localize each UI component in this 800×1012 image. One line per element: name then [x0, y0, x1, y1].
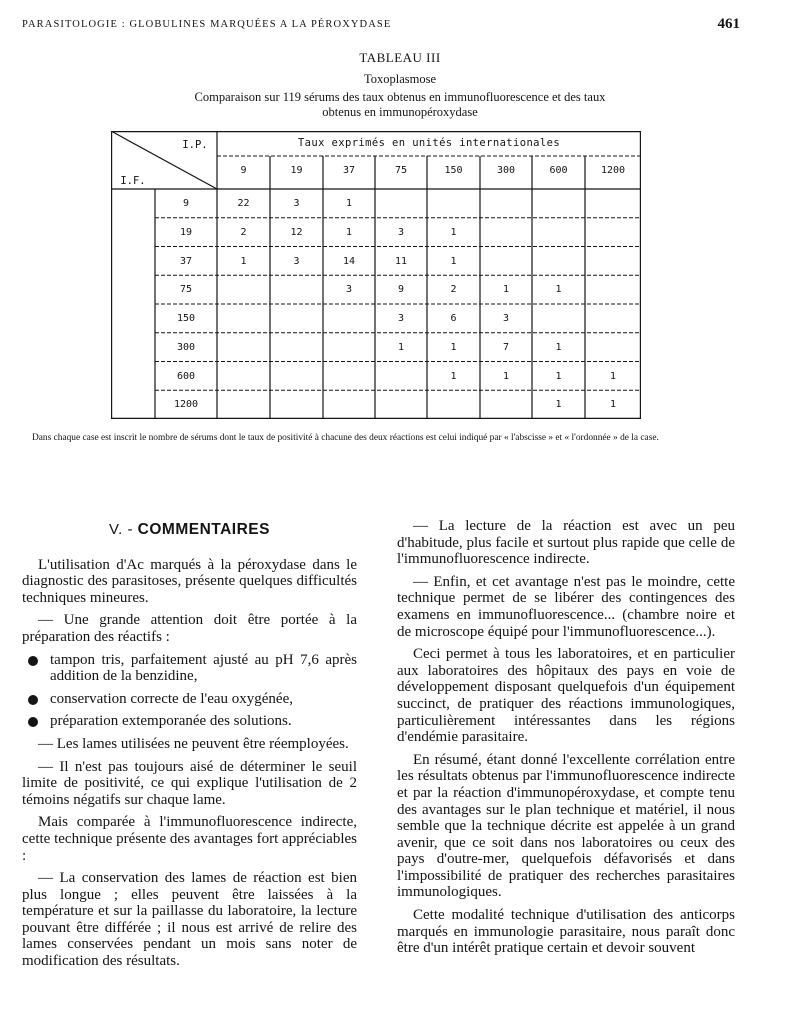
bullet-text: préparation extemporanée des solutions.	[50, 713, 292, 730]
table-cell: 1	[450, 370, 457, 382]
section-heading	[22, 522, 357, 539]
section-number: V. -	[109, 521, 138, 538]
table-cell: 3	[293, 255, 300, 267]
paragraph: — La lecture de la réaction est avec un peu d'habitude, plus facile et surtout plus rapide que celle de l'immunofluorescence indirecte.	[397, 518, 735, 568]
ip-column-header: 19	[290, 165, 303, 176]
table-description: Comparaison sur 119 sérums des taux obtenus en immunofluorescence et des taux obtenus en immunopéroxydase	[194, 90, 606, 119]
bullet-item	[22, 691, 357, 708]
table-cell: 1	[345, 198, 353, 209]
ip-column-header: 150	[444, 165, 463, 176]
table-cell: 3	[397, 313, 405, 324]
paragraph: — Il n'est pas toujours aisé de déterminer le seuil limite de positivité, ce qui explique l'utilisation de 2 témoins négatifs sur chaque lame.	[22, 758, 357, 808]
column-group-header: Taux exprimés en unités internationales	[297, 137, 561, 149]
if-row-header: 1200	[173, 399, 199, 411]
bullet-item	[22, 713, 357, 730]
bullet-text: conservation correcte de l'eau oxygénée,	[50, 690, 293, 707]
table-cell: 1	[240, 255, 247, 267]
corner-label-if: I.F.	[120, 175, 146, 187]
ip-column-header: 1200	[600, 165, 626, 176]
table-cell: 1	[450, 255, 457, 267]
table-cell: 9	[397, 284, 405, 296]
paragraph: — Une grande attention doit être portée à la préparation des réactifs :	[22, 612, 357, 645]
table-cell: 1	[555, 370, 562, 382]
table-cell: 1	[609, 370, 617, 382]
if-row-header: 300	[176, 341, 196, 353]
table-title: TABLEAU III	[359, 50, 441, 65]
table-cell: 1	[450, 341, 457, 353]
table-cell: 11	[394, 255, 408, 267]
bullet-text: tampon tris, parfaitement ajusté au pH 7,6 après addition de la benzidine,	[50, 651, 357, 685]
table-subtitle: Toxoplasmose	[363, 72, 437, 86]
bullet-icon	[28, 717, 38, 727]
table-cell: 1	[397, 341, 405, 353]
ip-column-header: 75	[394, 165, 408, 176]
table-cell: 1	[502, 284, 510, 296]
if-row-header: 600	[176, 370, 196, 382]
paragraph: Ceci permet à tous les laboratoires, et en particulier aux laboratoires des hôpitaux des pays en voie de développement disposant quelquefois d'un équipement succinct, de pratiquer des réactions immunologiques, particulièrement intéressantes dans les régions d'endémie parasitaire.	[397, 646, 735, 746]
table-footnote: Dans chaque case est inscrit le nombre de sérums dont le taux de positivité à chacune des deux réactions est celui indiqué par « l'abscisse » et « l'ordonnée » de la case.	[32, 433, 659, 443]
table-cell: 2	[450, 284, 457, 296]
table-cell: 3	[502, 313, 510, 324]
table-cell: 1	[609, 399, 617, 411]
table-cell: 6	[450, 313, 457, 324]
table-cell: 1	[555, 284, 562, 296]
paragraph: — La conservation des lames de réaction est bien plus longue ; elles peuvent être laissées à la température et sur la paillasse du laboratoire, la lecture pouvant être différée ; il nous est arrivé de relire des lames conservées pendant un mois sans noter de modification des résultats.	[22, 870, 357, 970]
table-cell: 3	[397, 226, 405, 238]
paragraph: En résumé, étant donné l'excellente corrélation entre les résultats obtenus par l'immunofluorescence indirecte et par la réaction d'immunopéroxydase, et compte tenu des avantages sur le plan technique et matériel, il nous semble que la technique décrite est appelée à un grand avenir, que ce soit dans nos laboratoires ou ceux des pays d'outre-mer, quelquefois défavorisés et dans l'impossibilité de pratiquer des recherches parasitaires immunologiques.	[397, 751, 735, 901]
table-cell: 7	[502, 341, 510, 353]
running-title: PARASITOLOGIE : GLOBULINES MARQUÉES A LA PÉROXYDASE	[22, 19, 392, 30]
if-row-header: 37	[179, 255, 193, 267]
paragraph: Cette modalité technique d'utilisation des anticorps marqués en immunologie parasitaire, nous paraît donc être d'un intérêt pratique certain et devoir souvent	[397, 907, 735, 957]
if-row-header: 19	[179, 226, 193, 238]
table-cell: 1	[345, 226, 353, 238]
table-cell: 1	[555, 341, 562, 353]
bullet-icon	[28, 656, 38, 666]
table-cell: 1	[450, 226, 457, 238]
left-column	[22, 518, 357, 976]
page-header	[22, 16, 740, 36]
table-cell: 1	[502, 370, 510, 382]
page-number: 461	[717, 16, 740, 32]
table-cell: 14	[342, 255, 356, 267]
paragraph: Mais comparée à l'immunofluorescence indirecte, cette technique présente des avantages fort appréciables :	[22, 814, 357, 864]
bullet-item	[22, 652, 357, 685]
table-cell: 3	[345, 284, 353, 296]
if-row-header: 150	[176, 313, 196, 324]
if-row-header: 75	[179, 284, 193, 296]
table-cell: 3	[293, 198, 300, 209]
paragraph: L'utilisation d'Ac marqués à la péroxydase dans le diagnostic des parasitoses, présente quelques difficultés techniques mineures.	[22, 556, 357, 606]
ip-column-header: 37	[342, 165, 356, 176]
right-column	[397, 518, 735, 963]
paragraph: — Les lames utilisées ne peuvent être réemployées.	[38, 735, 349, 752]
table-cell: 22	[237, 198, 250, 209]
bullet-icon	[28, 695, 38, 705]
section-title: COMMENTAIRES	[137, 521, 270, 538]
ip-column-header: 600	[549, 165, 568, 176]
ip-column-header: 300	[496, 165, 516, 176]
table-cell: 12	[290, 226, 303, 238]
table-cell: 2	[240, 226, 247, 238]
if-row-header: 9	[182, 198, 190, 209]
corner-label-ip: I.P.	[182, 139, 208, 151]
paragraph: — Enfin, et cet avantage n'est pas le moindre, cette technique permet de se libérer des contingences des examens en immunofluorescence... (chambre noire et de microscope équipé pour l'immunofluorescence...).	[397, 573, 735, 640]
table-cell: 1	[555, 399, 562, 411]
ip-column-header: 9	[240, 165, 247, 176]
